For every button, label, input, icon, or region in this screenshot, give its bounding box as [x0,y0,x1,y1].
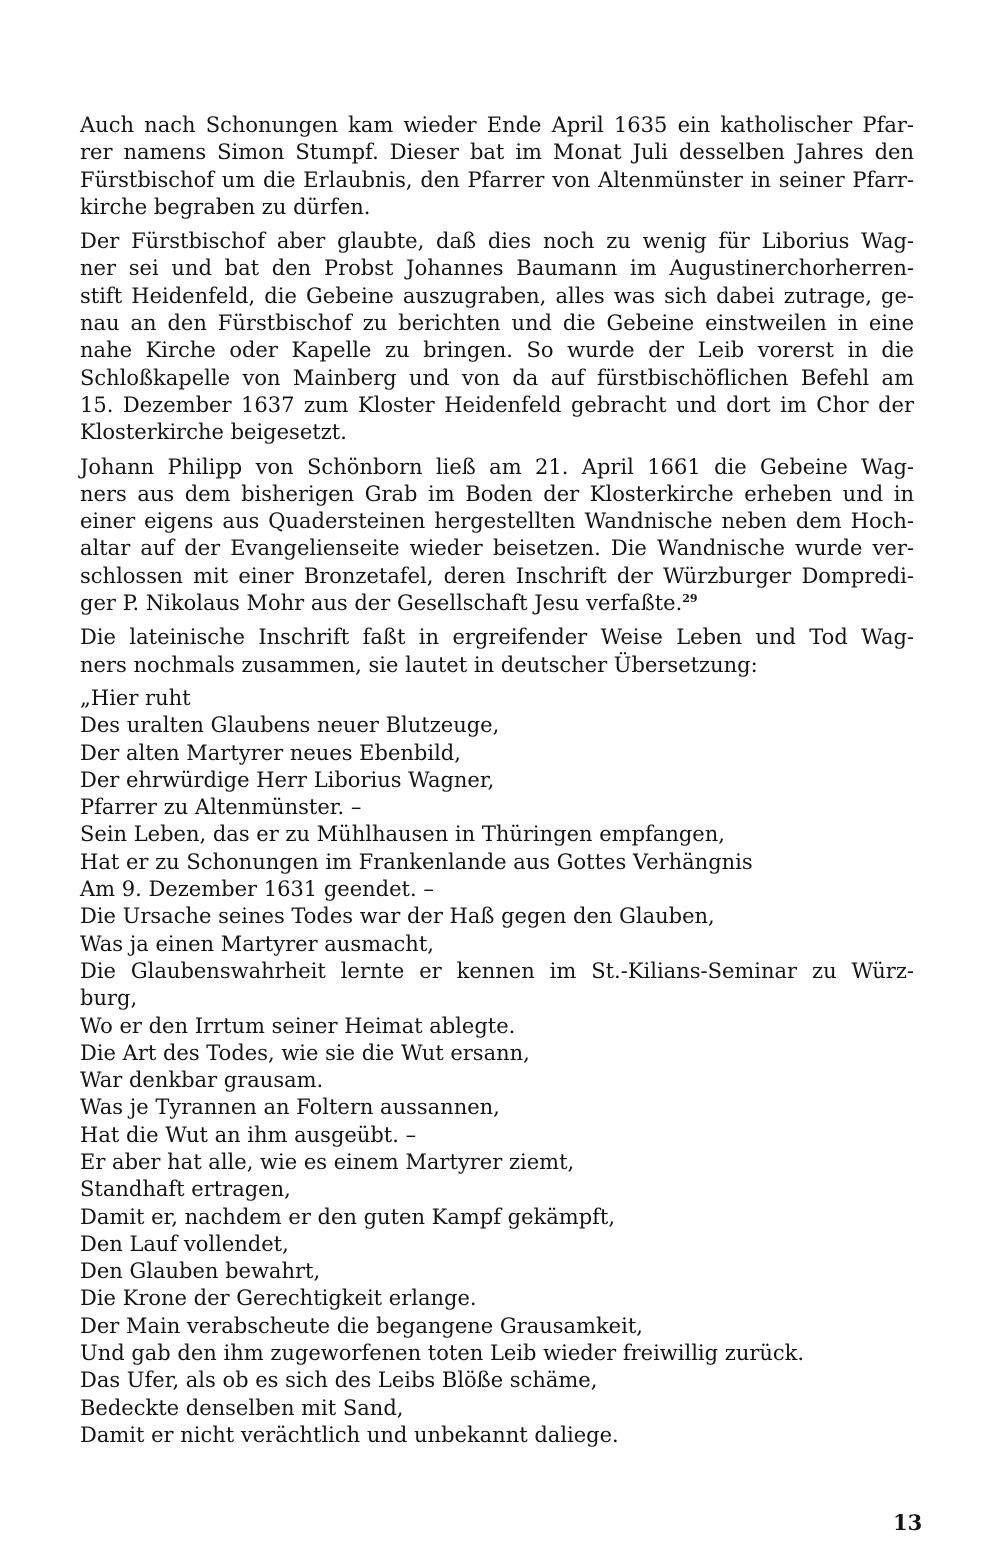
verse-line: Des uralten Glaubens neuer Blutzeuge, [80,713,500,738]
text-line: Schloßkapelle von Mainberg und von da auf fürstbischöflichen Befehl am [80,365,914,390]
verse-line: Standhaft ertragen, [80,1177,291,1202]
verse-line: Den Glauben bewahrt, [80,1259,321,1284]
text-line: ners nochmals zusammen, sie lautet in deutscher Übersetzung: [80,652,758,677]
verse-line: Der alten Martyrer neues Ebenbild, [80,740,461,765]
text-line: Johann Philipp von Schönborn ließ am 21. April 1661 die Gebeine Wag- [80,454,914,479]
text-line [80,590,914,617]
verse-line: Damit er, nachdem er den guten Kampf gekämpft, [80,1204,616,1229]
verse-line: Die Ursache seines Todes war der Haß gegen den Glauben, [80,904,715,929]
verse-line: Hat er zu Schonungen im Frankenlande aus Gottes Verhängnis [80,849,753,874]
verse-line: Den Lauf vollendet, [80,1231,289,1256]
paragraph-schoenborn [80,454,914,618]
text-line-content: ger P. Nikolaus Mohr aus der Gesellschaft Jesu verfaßte. [80,591,683,616]
text-line: Die lateinische Inschrift faßt in ergreifender Weise Leben und Tod Wag- [80,625,914,650]
page-number: 13 [893,1510,923,1535]
text-line: Der Fürstbischof aber glaubte, daß dies noch zu wenig für Liborius Wag- [80,229,914,254]
verse-line: Am 9. Dezember 1631 geendet. – [80,877,434,902]
text-line: altar auf der Evangelienseite wieder beisetzen. Die Wandnische wurde ver- [80,536,914,561]
footnote-marker: 29 [682,592,698,606]
paragraph-inschrift-intro [80,624,914,679]
text-line: Auch nach Schonungen kam wieder Ende April 1635 ein katholischer Pfar- [80,113,914,137]
verse-line: Die Krone der Gerechtigkeit erlange. [80,1286,477,1311]
inscription-translation [80,685,914,1449]
verse-line: Was je Tyrannen an Foltern aussannen, [80,1095,500,1120]
verse-line: Der ehrwürdige Herr Liborius Wagner, [80,767,495,792]
text-line: einer eigens aus Quadersteinen hergestellten Wandnische neben dem Hoch- [80,509,914,534]
verse-line: Hat die Wut an ihm ausgeübt. – [80,1122,417,1147]
text-line: Fürstbischof um die Erlaubnis, den Pfarrer von Altenmünster in seiner Pfarr- [80,167,914,192]
verse-line: Der Main verabscheute die begangene Grausamkeit, [80,1313,643,1338]
verse-line: burg, [80,986,138,1011]
text-line: kirche begraben zu dürfen. [80,194,371,219]
text-line: rer namens Simon Stumpf. Dieser bat im Monat Juli desselben Jahres den [80,140,914,165]
text-line: stift Heidenfeld, die Gebeine auszugraben, alles was sich dabei zutrage, ge- [80,283,914,308]
verse-line: Sein Leben, das er zu Mühlhausen in Thüringen empfangen, [80,822,725,847]
verse-line: War denkbar grausam. [80,1068,324,1093]
text-line: schlossen mit einer Bronzetafel, deren Inschrift der Würzburger Dompredi- [80,563,914,588]
paragraph-fuerstbischof [80,228,914,446]
verse-line: Und gab den ihm zugeworfenen toten Leib wieder freiwillig zurück. [80,1341,805,1366]
text-line: ners aus dem bisherigen Grab im Boden der Klosterkirche erheben und in [80,481,914,506]
verse-line: Pfarrer zu Altenmünster. – [80,795,362,820]
verse-line: Bedeckte denselben mit Sand, [80,1395,404,1420]
text-line: nahe Kirche oder Kapelle zu bringen. So wurde der Leib vorerst in die [80,338,914,363]
verse-line: Was ja einen Martyrer ausmacht, [80,931,434,956]
verse-line: Die Art des Todes, wie sie die Wut ersann, [80,1040,530,1065]
verse-line: Er aber hat alle, wie es einem Martyrer ziemt, [80,1149,575,1174]
verse-line: Die Glaubenswahrheit lernte er kennen im St.-Kilians-Seminar zu Würz- [80,958,914,983]
text-column [80,112,914,1449]
text-line: nau an den Fürstbischof zu berichten und die Gebeine einstweilen in eine [80,311,914,336]
text-line: 15. Dezember 1637 zum Kloster Heidenfeld gebracht und dort im Chor der [80,392,914,417]
verse-line: Das Ufer, als ob es sich des Leibs Blöße schäme, [80,1368,598,1393]
paragraph-schonungen [80,112,914,221]
verse-line: „Hier ruht [80,685,191,710]
text-line: ner sei und bat den Probst Johannes Baumann im Augustinerchorherren- [80,256,914,281]
verse-line: Damit er nicht verächtlich und unbekannt daliege. [80,1422,619,1447]
text-line: Klosterkirche beigesetzt. [80,420,347,445]
verse-line: Wo er den Irrtum seiner Heimat ablegte. [80,1013,516,1038]
